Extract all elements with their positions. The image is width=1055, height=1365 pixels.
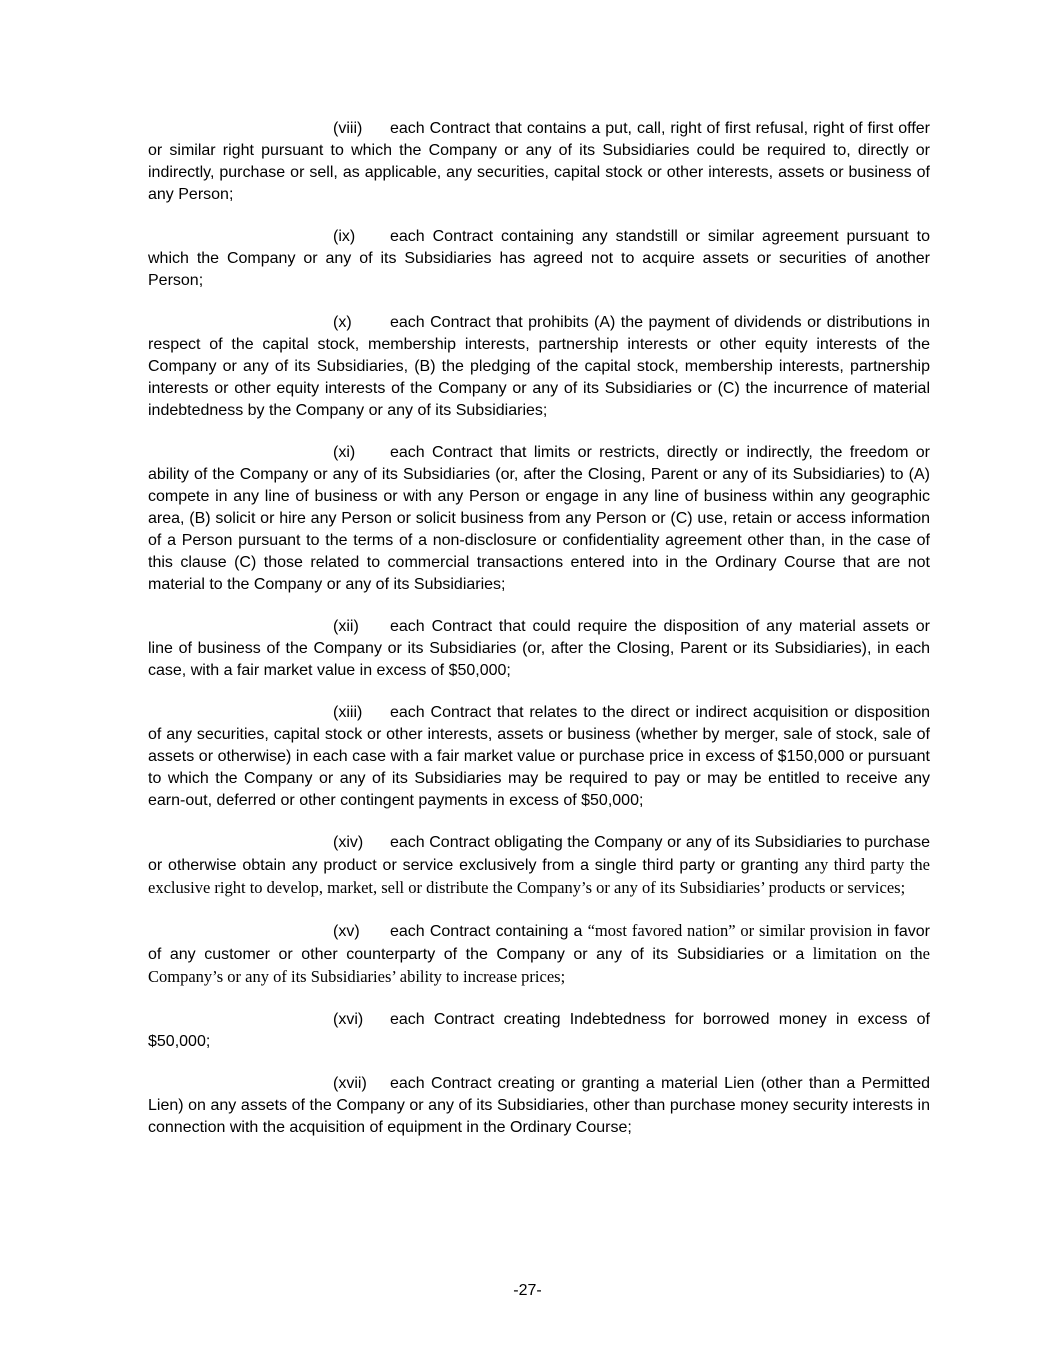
clause-text: each Contract containing a: [390, 923, 588, 940]
clause-number: (xvi): [333, 1011, 364, 1028]
clause-text: each Contract creating or granting a material Lien (other than a Permitted Lien) on any assets of the Company or any of its Subsidiaries, other than purchase money security interests in connection with the acquisition of equipment in the Ordinary Course;: [148, 1075, 930, 1136]
clause-text: each Contract containing any standstill or similar agreement pursuant to which the Company or any of its Subsidiaries has agreed not to acquire assets or securities of another Person;: [148, 228, 930, 289]
clause-xii: [148, 616, 930, 682]
clause-number: (viii): [333, 120, 363, 137]
clause-text: limitation on the Company’s or any of its Subsidiaries’ ability to increase prices;: [148, 944, 931, 986]
clause-text: in favor of any customer or other counterparty of the Company or any of its Subsidiaries or a: [148, 923, 930, 963]
document-body: [148, 118, 930, 1159]
clause-number: (ix): [333, 228, 356, 245]
clause-text: each Contract creating Indebtedness for borrowed money in excess of $50,000;: [148, 1011, 930, 1050]
clause-text: each Contract that contains a put, call, right of first refusal, right of first offer or similar right pursuant to which the Company or any of its Subsidiaries could be required to, directly or indirectly, purchase or sell, as applicable, any securities, capital stock or other interests, assets or business of any Person;: [148, 120, 930, 203]
clause-ix: [148, 226, 930, 292]
clause-number: (xv): [333, 923, 360, 940]
clause-number: (x): [333, 314, 352, 331]
clause-number: (xii): [333, 618, 359, 635]
clause-viii: [148, 118, 930, 206]
clause-xiii: [148, 702, 930, 812]
clause-xi: [148, 442, 930, 596]
clause-text: “most favored nation” or similar provision: [587, 921, 877, 940]
clause-number: (xiv): [333, 834, 364, 851]
clause-xvii: [148, 1073, 930, 1139]
page-number: -27-: [513, 1282, 542, 1299]
clause-text: each Contract that could require the disposition of any material assets or line of business of the Company or its Subsidiaries (or, after the Closing, Parent or its Subsidiaries), in each case, with a fair market value in excess of $50,000;: [148, 618, 930, 679]
clause-text: each Contract that relates to the direct or indirect acquisition or disposition of any securities, capital stock or other interests, assets or business (whether by merger, sale of stock, sale of assets or otherwise) in each case with a fair market value or purchase price in excess of $150,000 or pursuant to which the Company or any of its Subsidiaries may be required to pay or may be entitled to receive any earn-out, deferred or other contingent payments in excess of $50,000;: [148, 704, 930, 809]
clause-number: (xvii): [333, 1075, 367, 1092]
clause-text: each Contract that limits or restricts, directly or indirectly, the freedom or ability of the Company or any of its Subsidiaries (or, after the Closing, Parent or any of its Subsidiaries) to (A) compete in any line of business or with any Person or engage in any line of business within any geographic area, (B) solicit or hire any Person or solicit business from any Person or (C) use, retain or access information of a Person pursuant to the terms of a non-disclosure or confidentiality agreement other than, in the case of this clause (C) those related to commercial transactions entered into in the Ordinary Course that are not material to the Company or any of its Subsidiaries;: [148, 444, 930, 593]
clause-text: each Contract obligating the Company or any of its Subsidiaries to purchase or otherwise obtain any product or service exclusively from a single third party or granting: [148, 834, 930, 874]
clause-number: (xi): [333, 444, 356, 461]
clause-text: each Contract that prohibits (A) the payment of dividends or distributions in respect of the capital stock, membership interests, partnership interests or other equity interests of the Company or any of its Subsidiaries, (B) the pledging of the capital stock, membership interests, partnership interests or other equity interests of the Company or any of its Subsidiaries or (C) the incurrence of material indebtedness by the Company or any of its Subsidiaries;: [148, 314, 930, 419]
clause-xv: [148, 920, 930, 989]
clause-xiv: [148, 832, 930, 900]
clause-x: [148, 312, 930, 422]
clause-xvi: [148, 1009, 930, 1053]
clause-text: any third party the exclusive right to develop, market, sell or distribute the Company’s or any of its Subsidiaries’ products or services;: [148, 855, 930, 897]
clause-number: (xiii): [333, 704, 363, 721]
